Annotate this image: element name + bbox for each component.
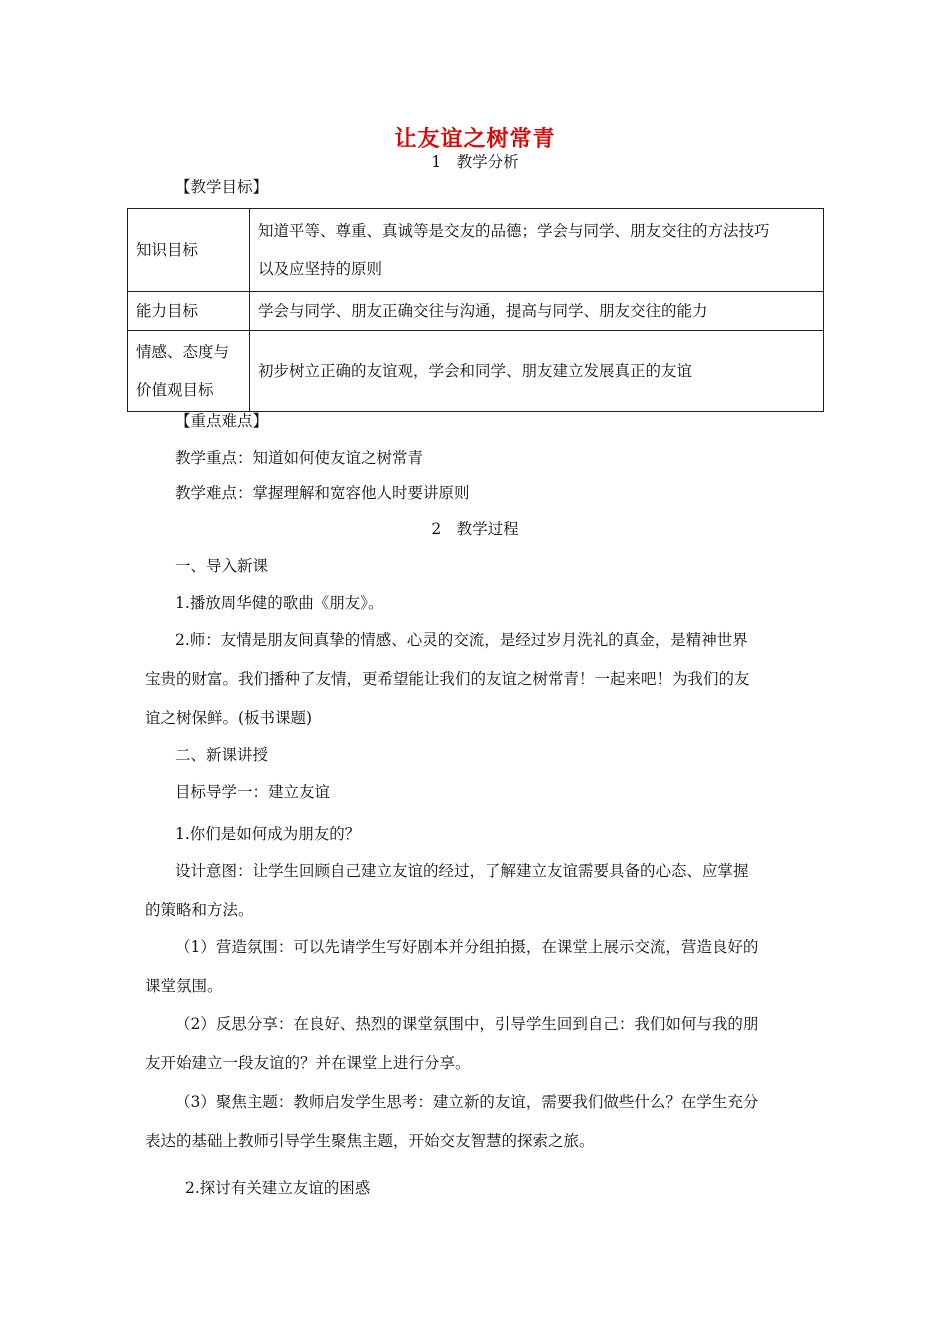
goals-table — [127, 208, 824, 412]
question: 1.你们是如何成为朋友的？ — [175, 825, 361, 843]
table-row — [128, 331, 824, 412]
paragraph-line: 表达的基础上教师引导学生聚焦主题，开始交友智慧的探索之旅。 — [145, 1132, 595, 1150]
goal-text-line: 以及应坚持的原则 — [258, 260, 383, 278]
goal-label: 知识目标 — [128, 209, 250, 292]
paragraph-line: 宝贵的财富。我们播种了友情，更希望能让我们的友谊之树常青！一起来吧！为我们的友 — [145, 670, 750, 688]
goal-text — [250, 209, 824, 292]
paragraph-line: 的策略和方法。 — [145, 901, 254, 919]
goals-heading: 【教学目标】 — [175, 178, 269, 196]
key-heading: 【重点难点】 — [175, 412, 269, 430]
goal-label — [128, 331, 250, 412]
paragraph-line: （1）营造氛围：可以先请学生写好剧本并分组拍摄，在课堂上展示交流，营造良好的 — [175, 938, 759, 956]
key-point: 教学重点：知道如何使友谊之树常青 — [175, 449, 424, 467]
part2-heading: 二、新课讲授 — [175, 746, 269, 764]
paragraph-line: （2）反思分享：在良好、热烈的课堂氛围中，引导学生回到自己：我们如何与我的朋 — [175, 1015, 759, 1033]
goal-text: 学会与同学、朋友正确交往与沟通，提高与同学、朋友交往的能力 — [250, 292, 824, 331]
paragraph-line: 课堂氛围。 — [145, 977, 223, 995]
goal-label-line: 情感、态度与 — [136, 343, 230, 361]
paragraph-line: 2.师：友情是朋友间真挚的情感、心灵的交流，是经过岁月洗礼的真金，是精神世界 — [175, 631, 748, 649]
paragraph-line: 谊之树保鲜。(板书课题) — [145, 709, 313, 727]
section-heading-process: 2 教学过程 — [431, 520, 519, 538]
document-title: 让友谊之树常青 — [394, 127, 556, 152]
paragraph-line: 友开始建立一段友谊的？并在课堂上进行分享。 — [145, 1054, 471, 1072]
target-heading: 目标导学一：建立友谊 — [175, 783, 331, 801]
part1-heading: 一、导入新课 — [175, 557, 269, 575]
goal-text-line: 知道平等、尊重、真诚等是交友的品德；学会与同学、朋友交往的方法技巧 — [258, 222, 770, 240]
difficult-point: 教学难点：掌握理解和宽容他人时要讲原则 — [175, 484, 470, 502]
question: 2.探讨有关建立友谊的困惑 — [185, 1179, 371, 1197]
section-heading-analysis: 1 教学分析 — [431, 153, 519, 171]
goal-label: 能力目标 — [128, 292, 250, 331]
paragraph-line: （3）聚焦主题：教师启发学生思考：建立新的友谊，需要我们做些什么？在学生充分 — [175, 1093, 759, 1111]
table-row — [128, 292, 824, 331]
table-row — [128, 209, 824, 292]
paragraph-line: 设计意图：让学生回顾自己建立友谊的经过，了解建立友谊需要具备的心态、应掌握 — [175, 862, 749, 880]
goal-label-line: 价值观目标 — [136, 381, 214, 399]
paragraph: 1.播放周华健的歌曲《朋友》。 — [175, 594, 384, 612]
goal-text: 初步树立正确的友谊观，学会和同学、朋友建立发展真正的友谊 — [250, 331, 824, 412]
